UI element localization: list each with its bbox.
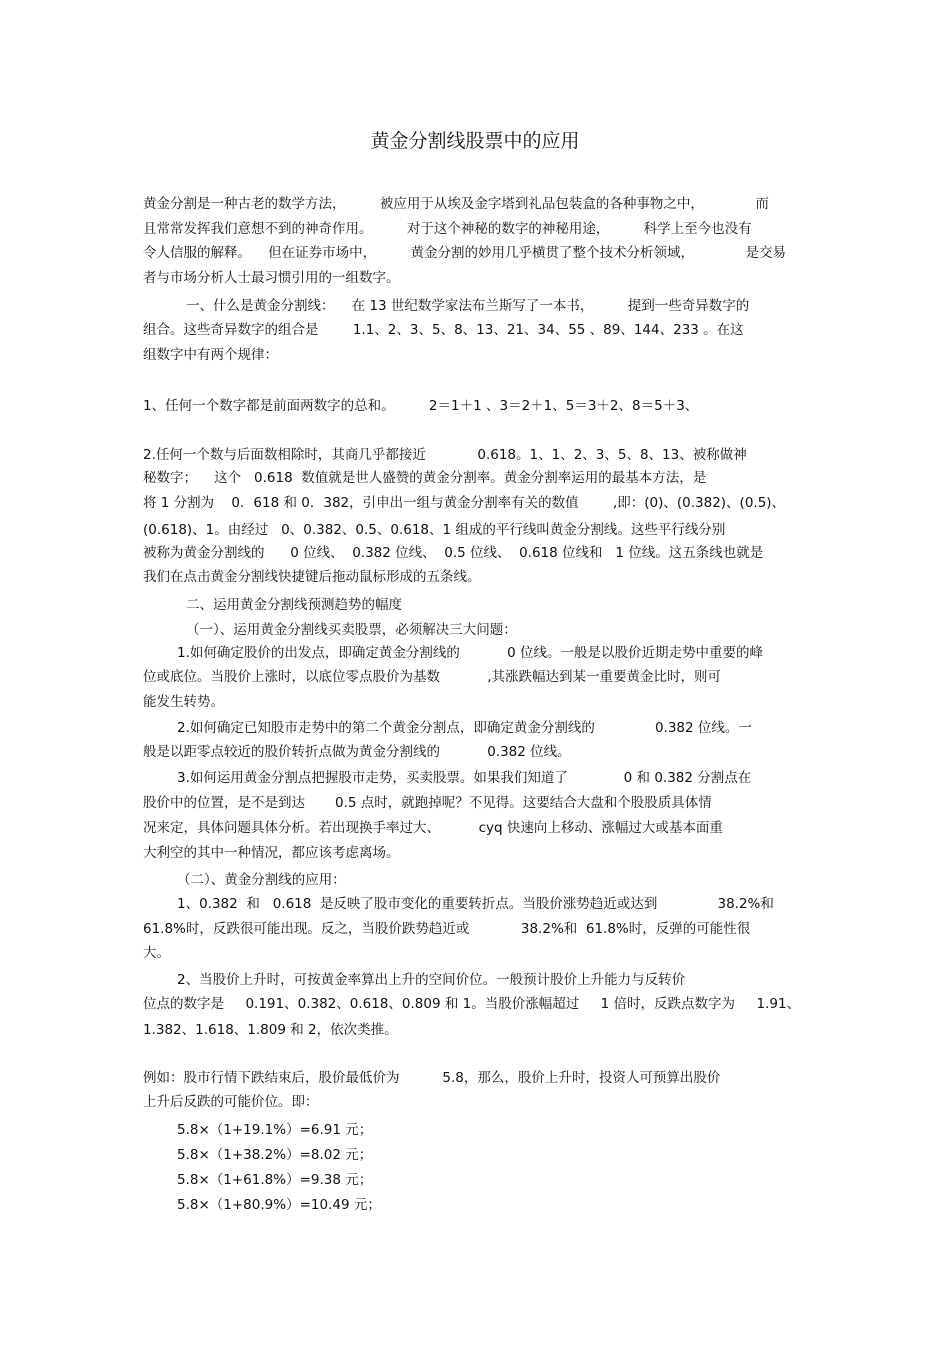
subsection-heading: （一）、运用黄金分割线买卖股票，必须解决三大问题： [186, 622, 517, 638]
paragraph-line: 被称为黄金分割线的 0 位线、 0.382 位线、 0.5 位线、 0.618 位线和 1 位线。这五条线也就是 [143, 545, 764, 561]
paragraph-line: 大。 [143, 945, 170, 961]
paragraph-line: 况来定，具体问题具体分析。若出现换手率过大、 cyq 快速向上移动、涨幅过大或基本面重 [143, 820, 723, 836]
paragraph-line: (0.618)、1。由经过 0、0.382、0.5、0.618、1 组成的平行线叫黄金分割线。这些平行线分别 [143, 522, 726, 538]
paragraph-line: 1.如何确定股价的出发点，即确定黄金分割线的 0 位线。一般是以股价近期走势中重要的峰 [177, 645, 763, 661]
paragraph-line: 组合。这些奇异数字的组合是 1.1、2、3、5、8、13、21、34、55 、89、144、233 。在这 [143, 322, 744, 338]
paragraph-line: 股价中的位置，是不是到达 0.5 点时，就跑掉呢？不见得。这要结合大盘和个股股质具体情 [143, 795, 712, 811]
paragraph-line: 61.8%时，反跌很可能出现。反之，当股价跌势趋近或 38.2%和 61.8%时，反弹的可能性很 [143, 921, 751, 937]
paragraph-line: 能发生转势。 [143, 694, 224, 710]
calculation-line: 5.8×（1+80.9%）=10.49 元； [177, 1197, 381, 1213]
paragraph-line: 组数字中有两个规律： [143, 347, 278, 363]
section-heading: 二、运用黄金分割线预测趋势的幅度 [186, 597, 402, 613]
paragraph-line: 般是以距零点较近的股价转折点做为黄金分割线的 0.382 位线。 [143, 744, 571, 760]
calculation-line: 5.8×（1+19.1%）=6.91 元； [177, 1122, 373, 1138]
rule-item: 2.任何一个数与后面数相除时，其商几乎都接近 0.618。1、1、2、3、5、8、13、被称做神 [143, 447, 747, 463]
paragraph-line: 2、当股价上升时，可按黄金率算出上升的空间价位。一般预计股价上升能力与反转价 [177, 972, 686, 988]
rule-item: 1、任何一个数字都是前面两数字的总和。 2＝1＋1 、3＝2＋1、5＝3＋2、8＝5＋3、 [143, 398, 699, 414]
paragraph-line: 秘数字； 这个 0.618 数值就是世人盛赞的黄金分割率。黄金分割率运用的最基本方法，是 [143, 470, 707, 486]
calculation-line: 5.8×（1+38.2%）=8.02 元； [177, 1147, 373, 1163]
subsection-heading: （二）、黄金分割线的应用： [177, 872, 346, 888]
paragraph-line: 上升后反跌的可能价位。即： [143, 1094, 319, 1110]
paragraph-line: 大利空的其中一种情况，都应该考虑离场。 [143, 845, 400, 861]
document-title: 黄金分割线股票中的应用 [370, 130, 580, 152]
paragraph-line: 例如：股市行情下跌结束后，股价最低价为 5.8，那么，股价上升时，投资人可预算出股价 [143, 1070, 721, 1086]
paragraph-line: 将 1 分割为 0．618 和 0．382，引申出一组与黄金分割率有关的数值 ,即：(0)、(0.382)、(0.5)、 [143, 495, 786, 511]
paragraph-line: 且常常发挥我们意想不到的神奇作用。 对于这个神秘的数字的神秘用途， 科学上至今也没有 [143, 221, 752, 237]
paragraph-line: 令人信服的解释。 但在证券市场中， 黄金分割的妙用几乎横贯了整个技术分析领域， 是交易 [143, 245, 786, 261]
section-heading: 一、什么是黄金分割线： 在 13 世纪数学家法布兰斯写了一本书， 提到一些奇异数字的 [186, 298, 750, 314]
calculation-line: 5.8×（1+61.8%）=9.38 元； [177, 1172, 373, 1188]
paragraph-line: 1.382、1.618、1.809 和 2，依次类推。 [143, 1022, 398, 1038]
paragraph-line: 位或底位。当股价上涨时，以底位零点股价为基数 ,其涨跌幅达到某一重要黄金比时，则可 [143, 669, 721, 685]
paragraph-line: 位点的数字是 0.191、0.382、0.618、0.809 和 1。当股价涨幅超过 1 倍时，反跌点数字为 1.91、 [143, 996, 801, 1012]
paragraph-line: 者与市场分析人士最习惯引用的一组数字。 [143, 270, 400, 286]
paragraph-line: 2.如何确定已知股市走势中的第二个黄金分割点，即确定黄金分割线的 0.382 位线。一 [177, 720, 752, 736]
paragraph-line: 我们在点击黄金分割线快捷键后拖动鼠标形成的五条线。 [143, 569, 481, 585]
paragraph-line: 3.如何运用黄金分割点把握股市走势，买卖股票。如果我们知道了 0 和 0.382 分割点在 [177, 770, 752, 786]
paragraph-line: 1、0.382 和 0.618 是反映了股市变化的重要转折点。当股价涨势趋近或达到 38.2%和 [177, 896, 774, 912]
paragraph-line: 黄金分割是一种古老的数学方法， 被应用于从埃及金字塔到礼品包装盒的各种事物之中， 而 [143, 196, 769, 212]
